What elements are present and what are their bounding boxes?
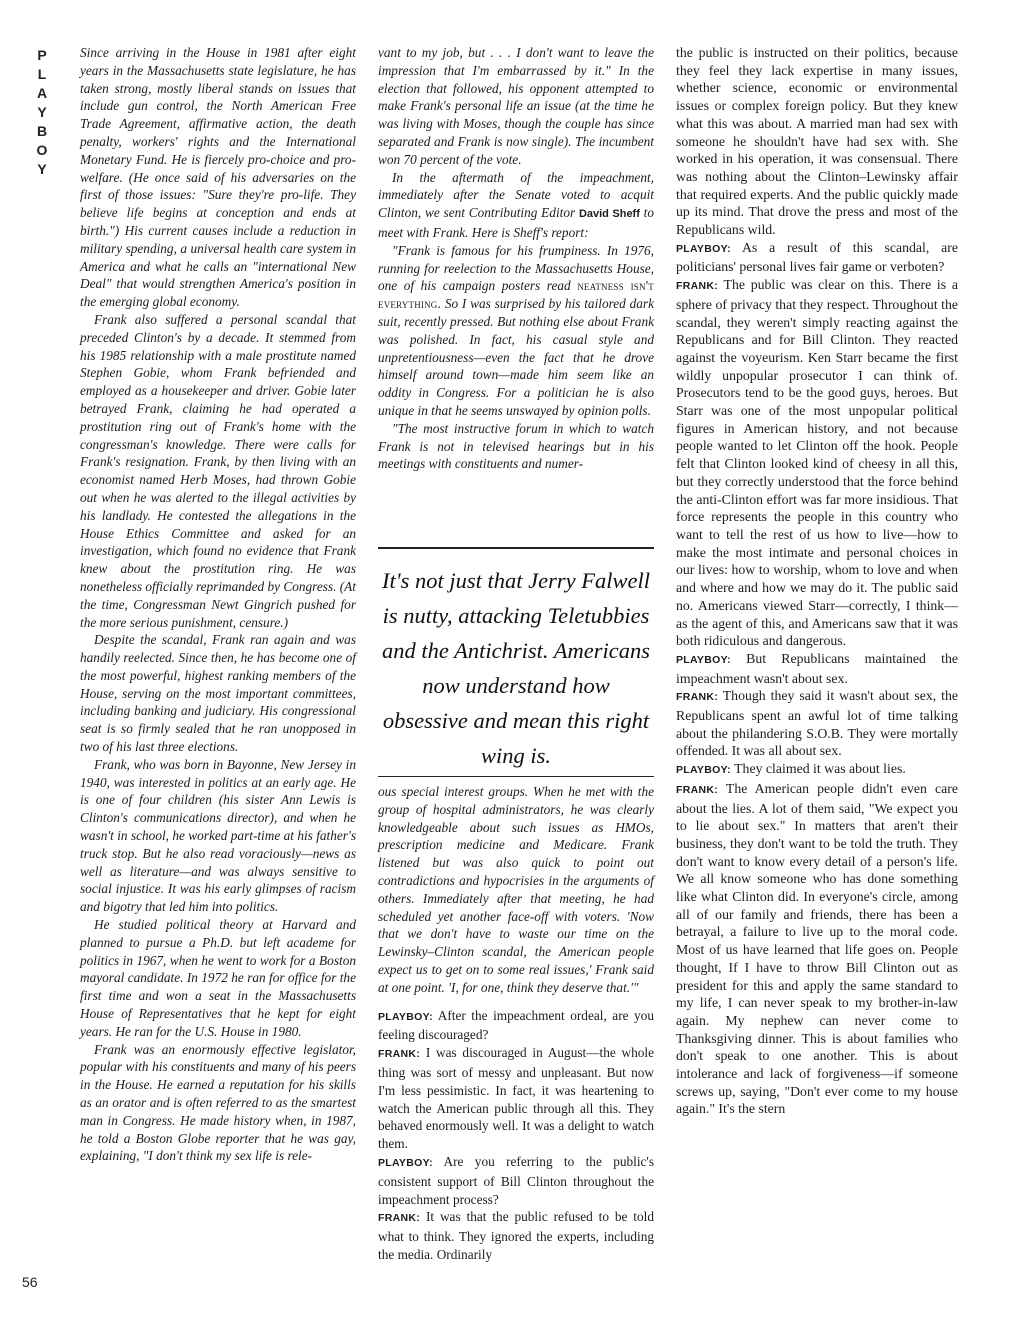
intro-paragraph: Frank, who was born in Bayonne, New Jersey in 1940, was interested in politics at an early age. He is one of four children (his sister Ann Lewis is Clinton's communications director), and when he wasn't in school, he worked part-time at his father's truck stop. But he also read voraciously—news as well as literature—and was always sensitive to social injustice. It was his early glimpses of racism and bigotry that led him into politics.	[80, 756, 356, 915]
intro-paragraph: Since arriving in the House in 1981 after eight years in the Massachusetts state legislature, he has taken strong, mostly liberal stands on issues that include gun control, the North American Free Trade Agreement, affirmative action, the death penalty, workers' rights and the International Monetary Fund. He is fiercely pro-choice and pro-welfare. (He once said of his adversaries on the first of those issues: "Sure they're pro-life. They believe life begins at conception and ends at birth.") His current causes include a reduction in military spending, a universal health care system in America and what he calls an "international New Deal" that would strengthen America's position in the emerging global economy.	[80, 45, 356, 310]
intro-paragraph: Despite the scandal, Frank ran again and was handily reelected. Since then, he has become one of the most powerful, highest ranking members of the House, serving on the most important committees, including banking and judiciary. His congressional seat is so firmly sealed that he ran unopposed in two of his last three elections.	[80, 632, 356, 755]
brand-letter: Y	[37, 104, 47, 120]
brand-letter: Y	[37, 161, 47, 177]
intro-paragraph: Frank was an enormously effective legislator, popular with his constituents and many of his peers in the House. He earned a reputation for his skills as an orator and is often referred to as the smartest man in Congress. He made history when, in 1987, he told a Boston Globe reporter that he was gay, explaining, "I don't think my sex life is rele-	[80, 1041, 356, 1164]
editor-name: David Sheff	[578, 208, 640, 221]
intro-column-2	[378, 44, 654, 473]
qa-text: As a result of this scandal, are politicians' personal lives fair game or verboten?	[676, 239, 958, 275]
speaker-label: FRANK:	[676, 280, 719, 293]
qa-paragraph	[676, 760, 958, 780]
intro-paragraph: vant to my job, but . . . I don't want to leave the impression that I'm embarrassed by it." In the election that followed, his opponent attempted to make Frank's personal life an issue (at the time he was living with Moses, though the couple has since separated and Frank is now single). The incumbent won 70 percent of the vote.	[378, 45, 654, 167]
brand-letter: B	[36, 123, 48, 139]
brand-letter: O	[36, 142, 48, 158]
speaker-label: PLAYBOY:	[378, 1156, 433, 1169]
speaker-label: PLAYBOY:	[676, 764, 731, 777]
qa-text: They claimed it was about lies.	[734, 761, 906, 777]
qa-paragraph	[676, 650, 958, 687]
speaker-label: FRANK:	[378, 1048, 421, 1061]
intro-column-1	[80, 44, 356, 1165]
qa-text: Are you referring to the public's consistent support of Bill Clinton throughout the impeachment process?	[378, 1153, 654, 1207]
text-run: to meet with Frank. Here is Sheff's report:	[378, 205, 654, 240]
intro-paragraph	[378, 169, 654, 242]
text-run: So I was surprised by his tailored dark suit, recently pressed. But nothing else about Frank was polished. In fact, his casual style and unpretentiousness—even the fact that he drove himself around town—made him seem like an oddity in Congress. For a politician he is also unique in that he seems unswayed by opinion polls.	[378, 296, 654, 418]
qa-paragraph	[676, 276, 958, 650]
text-run: "Frank is famous for his frumpiness. In 1976, running for reelection to the Massachusetts House, one of his campaign posters read	[378, 242, 654, 294]
qa-text: the public is instructed on their politics, because they feel they lack expertise in many issues, whether science, economic or environmental issues or complex foreign policy. But they knew what this was about. A married man had sex with someone he shouldn't have had sex with. She worked in his operation, it was consensual. There was nothing about the Clinton–Lewinsky affair that required experts. And the public quickly made up its mind. That drove the press and most of the Republicans wild.	[676, 45, 958, 238]
qa-text: The public was clear on this. There is a sphere of privacy that they respect. Throughout the scandal, they weren't simply reacting against the Republicans and for Bill Clinton. They reacted against the voyeurism. Ken Starr became the first wildly unpopular prosecutor I can think of. Prosecutors tend to be the good guys, heroes. But Starr was one of the most unpopular political figures in American history, and not because people wanted to let Clinton off the hook. People felt that Clinton looked kind of cheesy in all this, but they correctly understood that the force behind the anti-Clinton effort was far more insidious. That force represents the people in this country who want to tell the rest of us how to live—how to make the most intimate and personal choices in our lives: how to worship, whom to love and when and where and how we may do it. The public said no. Americans viewed Starr—correctly, I think—as the agent of this, and Americans saw that it was both ridiculous and dangerous.	[676, 277, 958, 649]
qa-paragraph	[378, 1208, 654, 1263]
text-run: In the aftermath of the impeachment, immediately after the Senate voted to acquit Clinton, we sent Contributing Editor	[378, 169, 654, 221]
pull-quote: It's not just that Jerry Falwell is nutty, attacking Teletubbies and the Antichrist. Americans now understand how obsessive and mean this right wing is.	[378, 547, 654, 777]
intro-paragraph: ous special interest groups. When he met with the group of hospital administrators, he was clearly knowledgeable about such issues as HMOs, prescription medicine and Medicare. Frank listened but was also quick to point out contradictions and hypocrisies in the arguments of others. Immediately after that meeting, he had scheduled yet another face-off with voters. 'Now that we don't have to waste our time on the Lewinsky–Clinton scandal, the American people expect us to get on to some real issues,' Frank said at one point. 'I, for one, think they deserve that.'"	[378, 784, 654, 995]
intro-paragraph: Frank also suffered a personal scandal that preceded Clinton's by a decade. It stemmed from his 1985 relationship with a male prostitute named Stephen Gobie, whom Frank befriended and employed as a housekeeper and driver. Gobie later betrayed Frank, claiming he had operated a prostitution ring out of Frank's home with the congressman's knowledge. There were calls for Frank's resignation. Frank, by then living with an economist named Herb Moses, had thrown Gobie out when he was alerted to the illegal activities by his landlady. He contested the allegations in the House Ethics Committee and asked for an investigation, which found no evidence that Frank knew about the prostitution ring. He was nonetheless officially reprimanded by Congress. (At the time, Congressman Newt Gingrich pushed for the more serious punishment, censure.)	[80, 311, 356, 630]
qa-text: Though they said it wasn't about sex, the Republicans spent an awful lot of time talking about the philandering S.O.B. They were mortally offended. It was all about sex.	[676, 688, 958, 759]
qa-paragraph	[378, 1153, 654, 1208]
qa-paragraph	[676, 44, 958, 239]
brand-letter: A	[36, 85, 48, 101]
intro-paragraph: He studied political theory at Harvard and planned to pursue a Ph.D. but left academe for politics in 1967, when he went to work for a Boston mayoral candidate. In 1972 he ran for office for the first time and won a seat in the Massachusetts House of Representatives that he kept for eight years. He ran for the U.S. House in 1980.	[80, 917, 356, 1039]
qa-text: The American people didn't even care about the lies. A lot of them said, "We expect you to lie about sex." In matters that aren't their business, they don't want to be told the truth. They don't want to know every detail of a person's life. We all know someone who has done something like what Clinton did. In everyone's circle, among all of our family and friends, there has been a betrayal, a failure to live up to the moral code. Most of us have learned that life goes on. People thought, If I have to throw Bill Clinton out as president for this and apply the same standard to my life, I can never speak to my brother-in-law again. My nephew can never come to Thanksgiving dinner. This is about families who don't speak to one another. This is about intolerance and lack of forgiveness—if someone screws up, saying, "Don't ever come to my house again." It's the stern	[676, 780, 959, 1117]
intro-paragraph: "The most instructive forum in which to watch Frank is not in televised hearings but in his meetings with constituents and numer-	[378, 420, 654, 472]
speaker-label: PLAYBOY:	[378, 1010, 433, 1023]
qa-paragraph	[676, 239, 958, 276]
interview-column-2	[378, 783, 654, 1264]
qa-paragraph	[676, 687, 958, 760]
qa-paragraph	[676, 780, 958, 1118]
intro-paragraph	[378, 242, 654, 420]
speaker-label: FRANK:	[676, 691, 719, 704]
brand-letter: P	[37, 47, 47, 63]
page-number: 56	[22, 1274, 38, 1290]
brand-letter: L	[37, 66, 47, 82]
speaker-label: PLAYBOY:	[676, 653, 731, 666]
qa-text: But Republicans maintained the impeachment wasn't about sex.	[676, 650, 959, 686]
speaker-label: FRANK:	[378, 1212, 421, 1225]
poster-slogan: neatness isn't everything.	[378, 278, 654, 312]
qa-text: After the impeachment ordeal, are you feeling discouraged?	[378, 1007, 654, 1043]
qa-paragraph	[378, 1044, 654, 1153]
interview-column-3	[676, 44, 958, 1118]
speaker-label: PLAYBOY:	[676, 242, 731, 255]
speaker-label: FRANK:	[676, 783, 719, 796]
magazine-name-vertical	[30, 46, 54, 179]
qa-text: I was discouraged in August—the whole thing was sort of messy and unpleasant. But now I'm less pessimistic. In fact, it was heartening to watch the American public through all this. They behaved enormously well. It was a delight to watch them.	[378, 1045, 654, 1152]
qa-text: It was that the public refused to be told what to think. They ignored the experts, including the media. Ordinarily	[378, 1209, 654, 1262]
qa-paragraph	[378, 1007, 654, 1045]
